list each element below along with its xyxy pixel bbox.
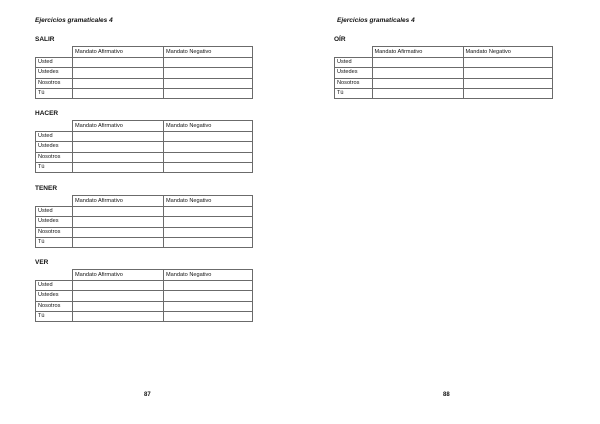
empty-header-cell [36, 47, 73, 58]
row-label: Usted [36, 58, 73, 68]
table-row [36, 281, 253, 291]
table-row [335, 58, 553, 68]
page-number: 87 [144, 392, 151, 398]
answer-cell-affirmative[interactable] [73, 227, 164, 237]
table-row [335, 88, 553, 98]
conjugation-table [35, 120, 253, 173]
row-label: Tú [36, 88, 73, 98]
row-label: Usted [36, 132, 73, 142]
answer-cell-affirmative[interactable] [73, 291, 164, 301]
answer-cell-affirmative[interactable] [73, 301, 164, 311]
answer-cell-negative[interactable] [164, 152, 253, 162]
answer-cell-negative[interactable] [164, 142, 253, 152]
answer-cell-negative[interactable] [164, 227, 253, 237]
answer-cell-negative[interactable] [164, 311, 253, 321]
answer-cell-affirmative[interactable] [73, 311, 164, 321]
answer-cell-negative[interactable] [164, 207, 253, 217]
answer-cell-affirmative[interactable] [73, 237, 164, 247]
verb-section-hacer [35, 109, 253, 173]
col-header-negative: Mandato Negativo [164, 47, 253, 58]
table-row [36, 217, 253, 227]
conjugation-table [35, 46, 253, 99]
table-row [36, 311, 253, 321]
conjugation-table [35, 269, 253, 322]
table-header-row [36, 270, 253, 281]
row-label: Tú [36, 237, 73, 247]
row-label: Usted [335, 58, 373, 68]
answer-cell-negative[interactable] [164, 78, 253, 88]
answer-cell-negative[interactable] [463, 78, 552, 88]
answer-cell-affirmative[interactable] [73, 281, 164, 291]
page-header: Ejercicios gramaticales 4 [35, 17, 113, 24]
table-row [36, 68, 253, 78]
row-label: Nosotros [36, 227, 73, 237]
answer-cell-affirmative[interactable] [372, 88, 463, 98]
answer-cell-affirmative[interactable] [372, 58, 463, 68]
answer-cell-affirmative[interactable] [372, 68, 463, 78]
row-label: Ustedes [36, 291, 73, 301]
answer-cell-affirmative[interactable] [73, 132, 164, 142]
page-header: Ejercicios gramaticales 4 [337, 17, 415, 24]
answer-cell-negative[interactable] [164, 237, 253, 247]
row-label: Nosotros [335, 78, 373, 88]
col-header-affirmative: Mandato Afirmativo [73, 121, 164, 132]
verb-title: VER [35, 259, 49, 266]
table-header-row [36, 196, 253, 207]
col-header-negative: Mandato Negativo [164, 121, 253, 132]
answer-cell-affirmative[interactable] [73, 142, 164, 152]
table-row [36, 301, 253, 311]
table-row [36, 227, 253, 237]
col-header-negative: Mandato Negativo [164, 270, 253, 281]
col-header-affirmative: Mandato Afirmativo [372, 47, 463, 58]
row-label: Tú [335, 88, 373, 98]
answer-cell-negative[interactable] [164, 291, 253, 301]
answer-cell-affirmative[interactable] [73, 58, 164, 68]
answer-cell-affirmative[interactable] [73, 68, 164, 78]
col-header-affirmative: Mandato Afirmativo [73, 47, 164, 58]
answer-cell-affirmative[interactable] [73, 88, 164, 98]
verb-title: TENER [35, 185, 58, 192]
row-label: Ustedes [36, 217, 73, 227]
table-row [335, 68, 553, 78]
answer-cell-negative[interactable] [164, 88, 253, 98]
table-row [335, 78, 553, 88]
answer-cell-negative[interactable] [164, 217, 253, 227]
empty-header-cell [36, 270, 73, 281]
answer-cell-negative[interactable] [164, 281, 253, 291]
col-header-negative: Mandato Negativo [463, 47, 552, 58]
col-header-affirmative: Mandato Afirmativo [73, 270, 164, 281]
col-header-negative: Mandato Negativo [164, 196, 253, 207]
answer-cell-negative[interactable] [164, 132, 253, 142]
answer-cell-negative[interactable] [164, 58, 253, 68]
answer-cell-negative[interactable] [463, 88, 552, 98]
answer-cell-affirmative[interactable] [73, 78, 164, 88]
answer-cell-affirmative[interactable] [73, 217, 164, 227]
row-label: Ustedes [36, 68, 73, 78]
table-row [36, 162, 253, 172]
row-label: Nosotros [36, 301, 73, 311]
empty-header-cell [36, 121, 73, 132]
row-label: Ustedes [335, 68, 373, 78]
answer-cell-negative[interactable] [164, 68, 253, 78]
table-row [36, 132, 253, 142]
table-row [36, 58, 253, 68]
answer-cell-negative[interactable] [164, 301, 253, 311]
answer-cell-affirmative[interactable] [73, 152, 164, 162]
row-label: Usted [36, 281, 73, 291]
table-row [36, 152, 253, 162]
answer-cell-negative[interactable] [463, 58, 552, 68]
row-label: Ustedes [36, 142, 73, 152]
row-label: Tú [36, 311, 73, 321]
conjugation-table [35, 195, 253, 248]
table-row [36, 291, 253, 301]
empty-header-cell [335, 47, 373, 58]
table-header-row [335, 47, 553, 58]
row-label: Usted [36, 207, 73, 217]
row-label: Nosotros [36, 152, 73, 162]
verb-section-oir [334, 35, 553, 99]
verb-section-tener [35, 184, 253, 248]
answer-cell-affirmative[interactable] [73, 162, 164, 172]
answer-cell-negative[interactable] [463, 68, 552, 78]
verb-title: OÍR [334, 36, 346, 43]
row-label: Nosotros [36, 78, 73, 88]
verb-title: HACER [35, 110, 59, 117]
verb-title: SALIR [35, 36, 55, 43]
table-row [36, 237, 253, 247]
answer-cell-negative[interactable] [164, 162, 253, 172]
table-row [36, 78, 253, 88]
table-header-row [36, 121, 253, 132]
right-page [300, 0, 600, 424]
row-label: Tú [36, 162, 73, 172]
verb-section-salir [35, 35, 253, 99]
conjugation-table [334, 46, 553, 99]
empty-header-cell [36, 196, 73, 207]
table-row [36, 207, 253, 217]
verb-section-ver [35, 258, 253, 322]
table-row [36, 142, 253, 152]
col-header-affirmative: Mandato Afirmativo [73, 196, 164, 207]
answer-cell-affirmative[interactable] [372, 78, 463, 88]
table-row [36, 88, 253, 98]
page-number: 88 [443, 392, 450, 398]
table-header-row [36, 47, 253, 58]
answer-cell-affirmative[interactable] [73, 207, 164, 217]
